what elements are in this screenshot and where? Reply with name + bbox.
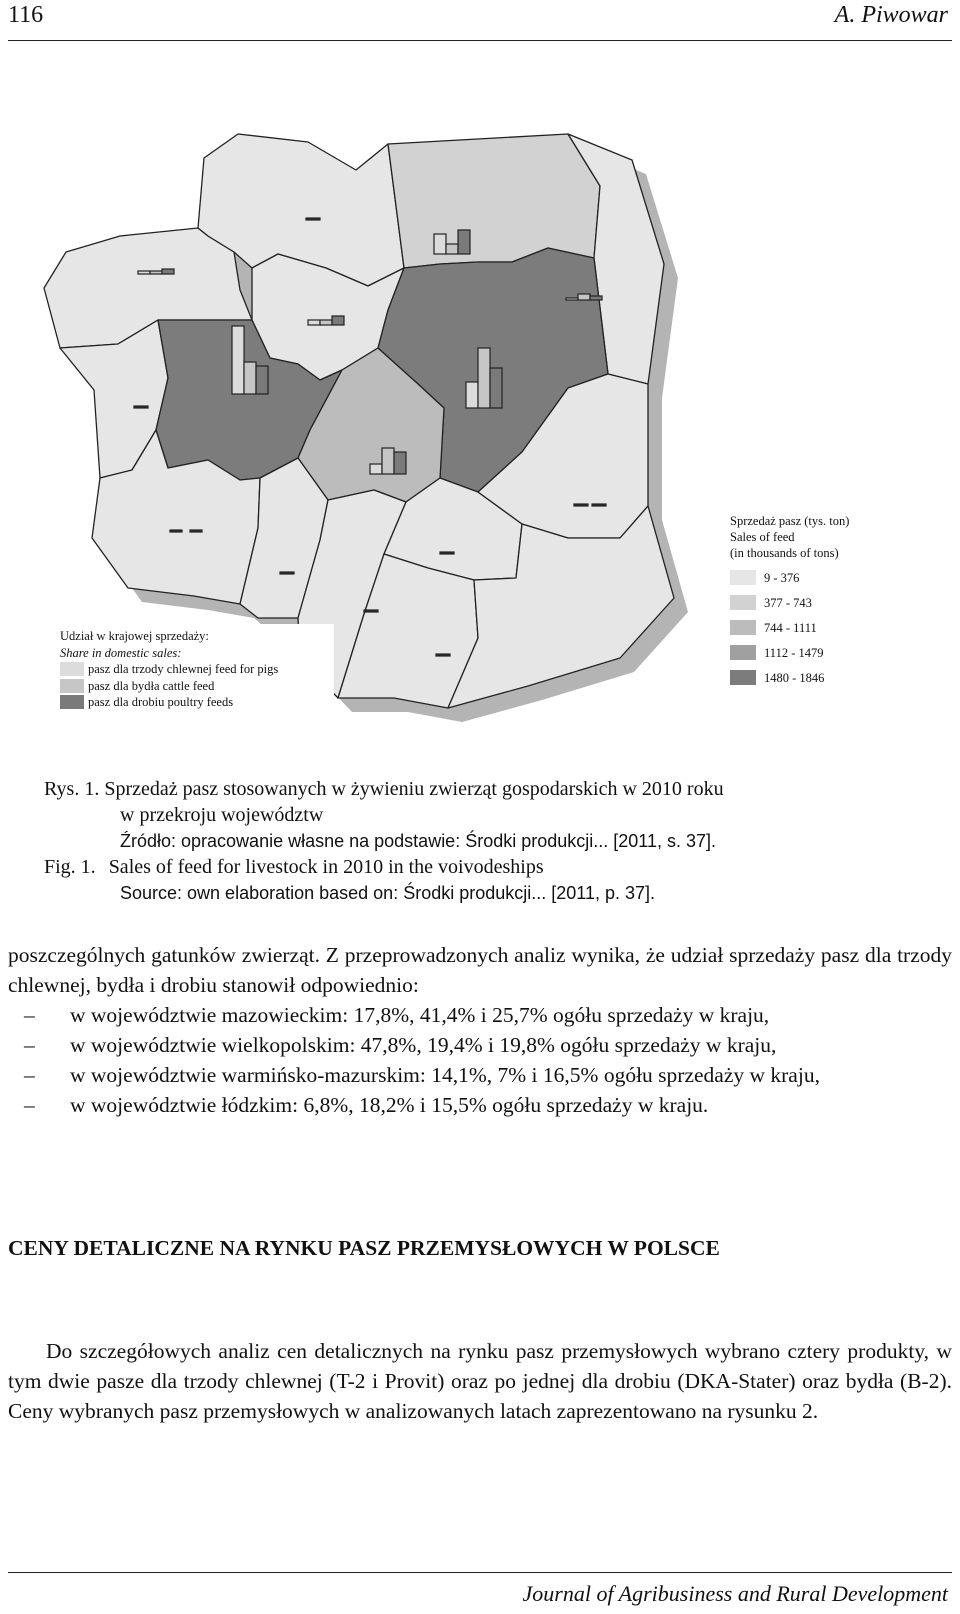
legend-share-subtitle: Share in domestic sales: bbox=[60, 645, 182, 660]
list-dash: – bbox=[24, 1093, 35, 1117]
legend-class-label: 1480 - 1846 bbox=[764, 670, 825, 685]
figure-map bbox=[8, 58, 952, 748]
page-header bbox=[8, 0, 952, 41]
journal-title: Journal of Agribusiness and Rural Development bbox=[522, 1581, 948, 1606]
legend-share-title: Udział w krajowej sprzedaży: bbox=[60, 629, 209, 643]
legend-share-label: pasz dla drobiu poultry feeds bbox=[88, 695, 234, 709]
page-number: 116 bbox=[8, 2, 44, 28]
caption-pl-line1 bbox=[44, 776, 924, 802]
legend-class-label: 744 - 1111 bbox=[764, 620, 817, 635]
swatch-class-2 bbox=[730, 595, 756, 610]
voivodeships bbox=[44, 134, 674, 708]
legend-sales-class bbox=[730, 665, 930, 690]
legend-sales-units: (in thousands of tons) bbox=[730, 546, 839, 560]
swatch-class-4 bbox=[730, 645, 756, 660]
section-heading: CENY DETALICZNE NA RYNKU PASZ PRZEMYSŁOWYCH W POLSCE bbox=[8, 1236, 720, 1260]
legend-sales-class bbox=[730, 640, 930, 665]
caption-pl-number: Rys. 1. bbox=[44, 778, 100, 800]
list-dash: – bbox=[24, 1033, 35, 1057]
region-warminsko-mazurskie bbox=[388, 134, 600, 268]
list-dash: – bbox=[24, 1003, 35, 1027]
caption-pl-line2: w przekroju województw bbox=[120, 804, 324, 826]
caption-pl-source: Źródło: opracowanie własne na podstawie: Środki produkcji... [2011, s. 37]. bbox=[120, 831, 716, 851]
list-item-text: w województwie łódzkim: 6,8%, 18,2% i 15,5% ogółu sprzedaży w kraju. bbox=[70, 1093, 709, 1117]
list-dash: – bbox=[24, 1063, 35, 1087]
legend-sales-title: Sprzedaż pasz (tys. ton) bbox=[730, 514, 850, 528]
body-paragraph-text: Do szczegółowych analiz cen detalicznych na rynku pasz przemysłowych wybrano cztery produkty, w tym dwie pasze dla trzody chlewnej (T-2 i Provit) oraz po jednej dla drobiu (DKA-Stater) oraz bydła (B-2). Ceny wybranych pasz przemysłowych w analizowanych latach zaprezentowano na rysunku 2. bbox=[8, 1338, 952, 1423]
legend-share-label: pasz dla bydła cattle feed bbox=[88, 678, 215, 693]
legend-sales-class bbox=[730, 565, 930, 590]
list-item bbox=[8, 1060, 952, 1090]
swatch-pigs bbox=[60, 662, 84, 676]
body-paragraph-1 bbox=[8, 940, 952, 1120]
caption-en-number: Fig. 1. bbox=[44, 856, 96, 878]
legend-class-label: 9 - 376 bbox=[764, 570, 800, 585]
caption-pl-title: Sprzedaż pasz stosowanych w żywieniu zwierząt gospodarskich w 2010 roku bbox=[104, 778, 724, 800]
legend-share bbox=[54, 624, 334, 728]
swatch-poultry bbox=[60, 695, 84, 709]
swatch-class-5 bbox=[730, 670, 756, 685]
legend-share-item-poultry bbox=[60, 694, 328, 711]
legend-sales-class bbox=[730, 590, 930, 615]
legend-sales bbox=[730, 513, 930, 690]
caption-en-source: Source: own elaboration based on: Środki produkcji... [2011, p. 37]. bbox=[120, 883, 655, 903]
body-paragraph-text: poszczególnych gatunków zwierząt. Z przeprowadzonych analiz wynika, że udział sprzedaży pasz dla trzody chlewnej, bydła i drobiu stanowił odpowiednio: bbox=[8, 943, 952, 997]
page-footer bbox=[8, 1572, 952, 1606]
swatch-class-1 bbox=[730, 570, 756, 585]
caption-en-title: Sales of feed for livestock in 2010 in the voivodeships bbox=[108, 856, 544, 878]
legend-sales-subtitle: Sales of feed bbox=[730, 530, 795, 544]
list-item-text: w województwie mazowieckim: 17,8%, 41,4% i 25,7% ogółu sprzedaży w kraju, bbox=[70, 1003, 770, 1027]
list-item-text: w województwie wielkopolskim: 47,8%, 19,4% i 19,8% ogółu sprzedaży w kraju, bbox=[70, 1033, 777, 1057]
legend-class-label: 1112 - 1479 bbox=[764, 645, 824, 660]
legend-share-label: pasz dla trzody chlewnej feed for pigs bbox=[88, 662, 279, 676]
legend-sales-class bbox=[730, 615, 930, 640]
swatch-cattle bbox=[60, 679, 84, 693]
body-paragraph-2 bbox=[8, 1314, 952, 1447]
list-item-text: w województwie warmińsko-mazurskim: 14,1%, 7% i 16,5% ogółu sprzedaży w kraju, bbox=[70, 1063, 820, 1087]
legend-class-label: 377 - 743 bbox=[764, 595, 812, 610]
list-item bbox=[8, 1090, 952, 1120]
swatch-class-3 bbox=[730, 620, 756, 635]
figure-caption bbox=[44, 776, 924, 906]
legend-share-item-cattle bbox=[60, 678, 328, 695]
running-author: A. Piwowar bbox=[834, 2, 948, 28]
legend-share-item-pigs bbox=[60, 661, 328, 678]
list-item bbox=[8, 1000, 952, 1030]
caption-en-line1 bbox=[44, 854, 924, 880]
list-item bbox=[8, 1030, 952, 1060]
